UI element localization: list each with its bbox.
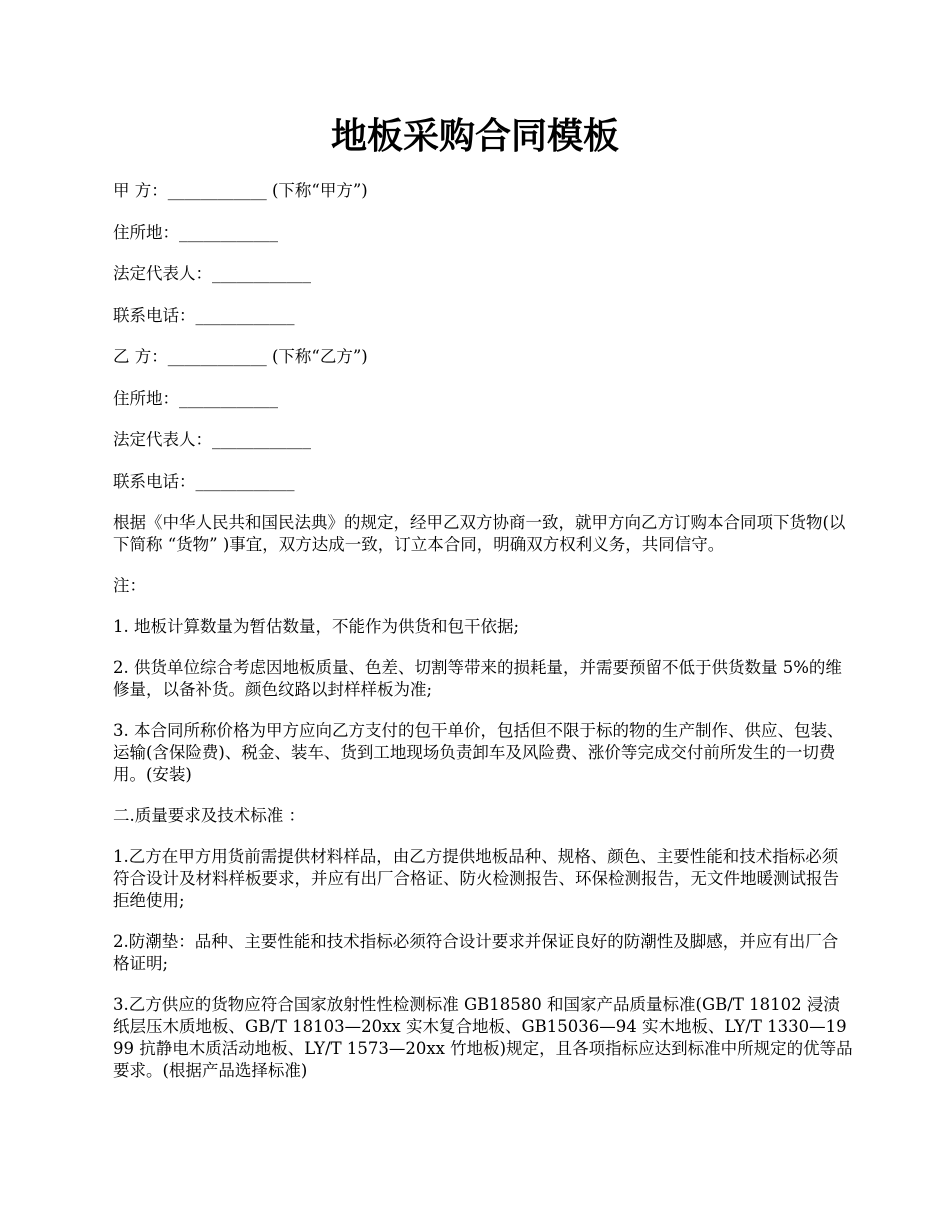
party-a-address: 住所地：____________ [113, 222, 278, 242]
document-body [113, 180, 853, 1101]
party-b-name: 乙 方：____________ (下称“乙方”) [113, 347, 368, 366]
quality-item-1: 1.乙方在甲方用货前需提供材料样品，由乙方提供地板品种、规格、颜色、主要性能和技术指标必须符合设计及材料样板要求，并应有出厂合格证、防火检测报告、环保检测报告，无文件地暖测试报告拒绝使用; [113, 847, 839, 910]
party-a-phone: 联系电话：____________ [113, 305, 295, 325]
preamble-paragraph: 根据《中华人民共和国民法典》的规定，经甲乙双方协商一致，就甲方向乙方订购本合同项下货物(以下简称 “货物” )事宜，双方达成一致，订立本合同，明确双方权利义务，共同信守。 [113, 513, 846, 554]
section-heading-quality: 二.质量要求及技术标准 ： [113, 806, 305, 825]
party-a-name: 甲 方：____________ (下称“甲方”) [113, 181, 368, 200]
note-heading: 注： [113, 576, 146, 595]
party-b-address: 住所地：____________ [113, 388, 278, 408]
party-b-representative: 法定代表人：____________ [113, 430, 311, 449]
note-item-2: 2. 供货单位综合考虑因地板质量、色差、切割等带来的损耗量，并需要预留不低于供货数量 5%的维修量，以备补货。颜色纹路以封样样板为准; [113, 658, 842, 699]
note-item-3: 3. 本合同所称价格为甲方应向乙方支付的包干单价，包括但不限于标的物的生产制作、供应、包装、运输(含保险费)、税金、装车、货到工地现场负责卸车及风险费、涨价等完成交付前所发生的一切费用。(安装) [113, 721, 844, 784]
note-item-1: 1. 地板计算数量为暂估数量，不能作为供货和包干依据; [113, 617, 520, 636]
quality-item-3: 3.乙方供应的货物应符合国家放射性性检测标准 GB18580 和国家产品质量标准(GB/T 18102 浸渍纸层压木质地板、GB/T 18103—20xx 实木复合地板、GB15036—94 实木地板、LY/T 1330—1999 抗静电木质活动地板、LY/T 1573—20xx 竹地板)规定，且各项指标应达到标准中所规定的优等品要求。(根据产品选择标准) [113, 995, 853, 1080]
document-title: 地板采购合同模板 [330, 115, 619, 157]
party-b-phone: 联系电话：____________ [113, 471, 295, 491]
quality-item-2: 2.防潮垫：品种、主要性能和技术指标必须符合设计要求并保证良好的防潮性及脚感，并应有出厂合格证明; [113, 932, 839, 973]
party-a-representative: 法定代表人：____________ [113, 264, 311, 283]
